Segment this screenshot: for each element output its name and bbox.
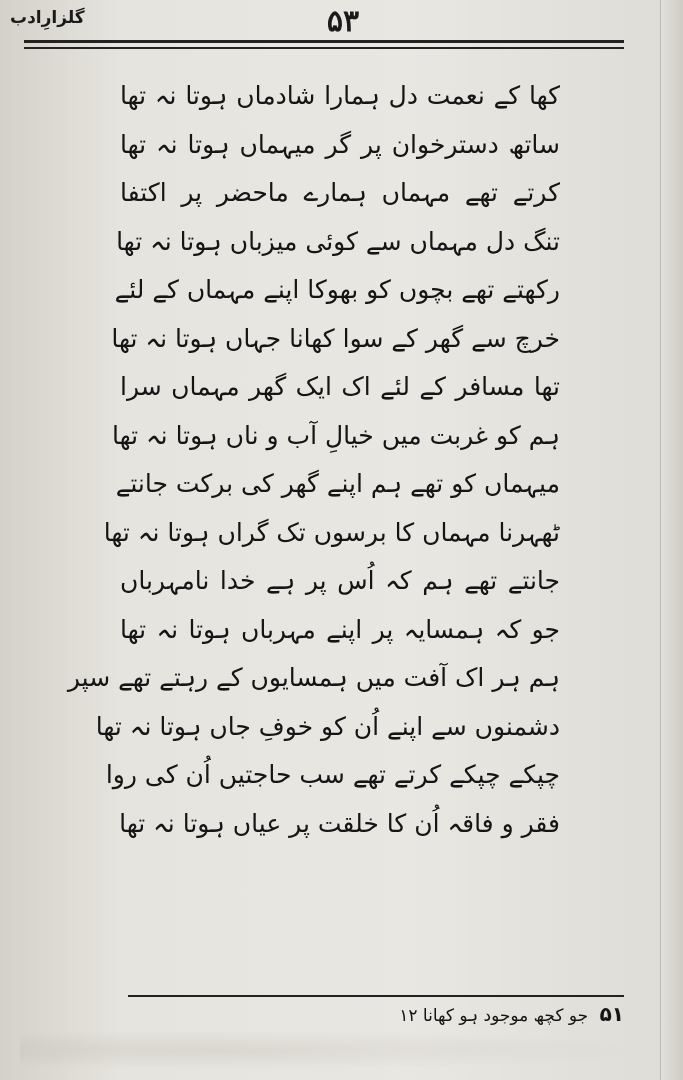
bleed-through-text — [20, 1030, 660, 1070]
verse-line: تنگ دل مہماں سے کوئی میزباں ہوتا نہ تھا — [116, 226, 560, 256]
verse-line: جو کہ ہمسایہ پر اپنے مہرباں ہوتا نہ تھا — [120, 614, 560, 644]
book-title: گلزارِادب — [10, 8, 85, 28]
page-number: ۵۳ — [326, 4, 360, 39]
verse-line: دشمنوں سے اپنے اُن کو خوفِ جاں ہوتا نہ تھا — [95, 711, 560, 741]
verse-line: فقر و فاقہ اُن کا خلقت پر عیاں ہوتا نہ تھا — [119, 808, 560, 838]
page-edge — [660, 0, 683, 1080]
verse-line: میہماں کو تھے ہم اپنے گھر کی برکت جانتے — [115, 469, 560, 498]
verse-line: جانتے تھے ہم کہ اُس پر ہے خدا نامہرباں — [120, 566, 560, 595]
footnote-rule — [128, 995, 624, 997]
verse-line: ٹھہرنا مہماں کا برسوں تک گراں ہوتا نہ تھا — [103, 517, 560, 547]
footnote — [300, 1002, 624, 1026]
verse-line: ساتھ دسترخوان پر گر میہماں ہوتا نہ تھا — [120, 129, 560, 159]
verse-line: تھا مسافر کے لئے اک ایک گھر مہماں سرا — [120, 372, 560, 401]
header-rule-thick — [24, 40, 624, 43]
verse-line: چپکے چپکے کرتے تھے سب حاجتیں اُن کی روا — [105, 760, 560, 789]
header-rule-thin — [24, 47, 624, 49]
page-header — [0, 0, 683, 64]
footnote-marker: ۵۱ — [599, 1002, 624, 1026]
footnote-text: جو کچھ موجود ہو کھانا ۱۲ — [399, 1006, 589, 1026]
poem-body — [67, 72, 560, 848]
verse-line: ہم کو غربت میں خیالِ آب و ناں ہوتا نہ تھا — [111, 420, 560, 450]
verse-line: کھا کے نعمت دل ہمارا شادماں ہوتا نہ تھا — [120, 81, 560, 110]
verse-line: خرچ سے گھر کے سوا کھانا جہاں ہوتا نہ تھا — [111, 323, 560, 353]
verse-line: ہم ہر اک آفت میں ہمسایوں کے رہتے تھے سپر — [67, 663, 560, 692]
verse-line: کرتے تھے مہماں ہمارے ماحضر پر اکتفا — [120, 178, 560, 207]
verse-line: رکھتے تھے بچوں کو بھوکا اپنے مہماں کے لئے — [114, 275, 560, 304]
